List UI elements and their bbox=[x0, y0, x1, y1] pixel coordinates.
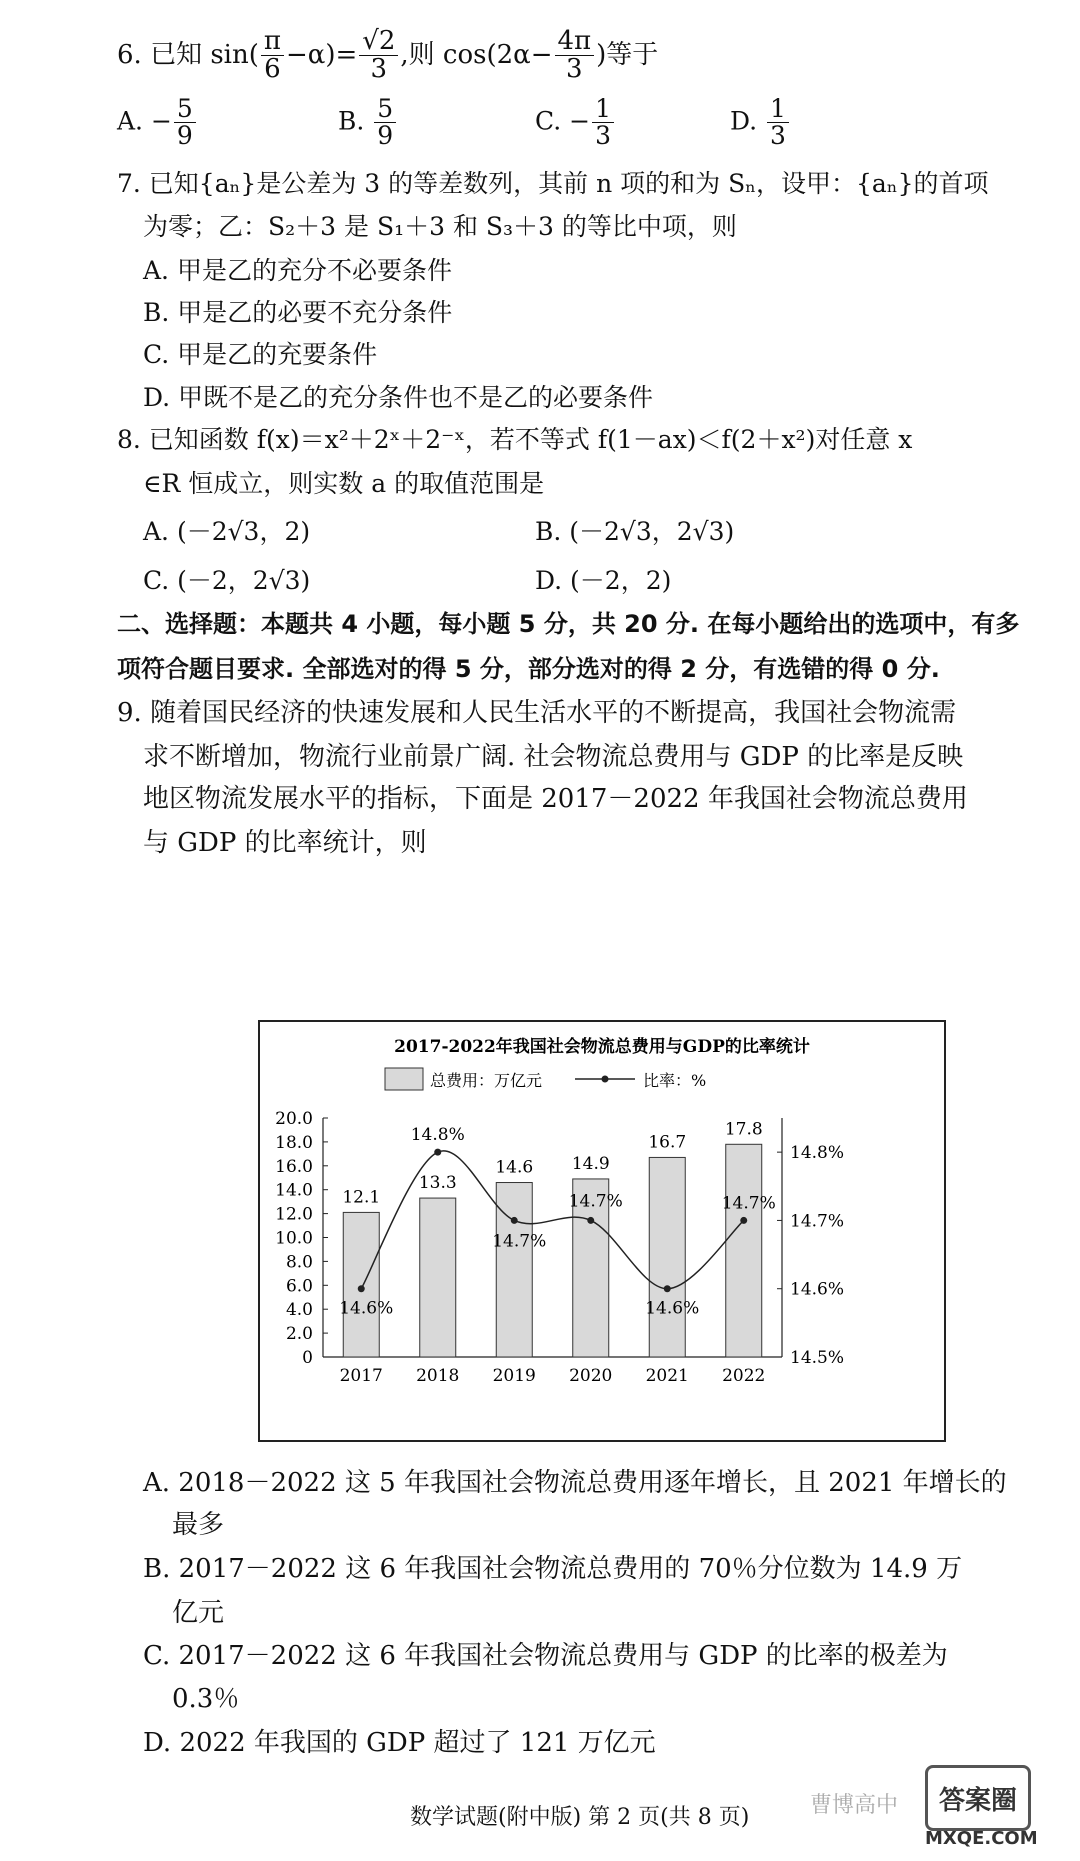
y-left-tick-label: 12.0 bbox=[275, 1204, 313, 1225]
q8-option-d: D. (－2，2) bbox=[535, 566, 672, 595]
page-footer: 数学试题(附中版) 第 2 页(共 8 页) bbox=[410, 1805, 750, 1830]
ratio-label: 14.6% bbox=[645, 1298, 700, 1319]
ratio-point bbox=[511, 1217, 518, 1224]
section2-line1: 二、选择题：本题共 4 小题，每小题 5 分，共 20 分. 在每小题给出的选项中，有多 bbox=[117, 610, 1020, 638]
ratio-label: 14.8% bbox=[410, 1125, 465, 1146]
q9-line2: 求不断增加，物流行业前景广阔. 社会物流总费用与 GDP 的比率是反映 bbox=[143, 742, 964, 772]
q8-line1: 8. 已知函数 f(x)＝x²＋2ˣ＋2⁻ˣ，若不等式 f(1－ax)＜f(2＋x²)对任意 x bbox=[117, 425, 913, 454]
q9-option-b-cont: 亿元 bbox=[172, 1598, 225, 1628]
watermark-logo: 答案圈 bbox=[925, 1765, 1031, 1831]
q9-option-b: B. 2017－2022 这 6 年我国社会物流总费用的 70％分位数为 14.9 万 bbox=[143, 1554, 963, 1584]
x-tick-label: 2020 bbox=[569, 1366, 613, 1386]
y-right-tick-label: 14.6% bbox=[790, 1279, 845, 1300]
legend-line-marker bbox=[602, 1076, 609, 1083]
q9-option-d: D. 2022 年我国的 GDP 超过了 121 万亿元 bbox=[143, 1728, 656, 1758]
section2-line2: 项符合题目要求. 全部选对的得 5 分，部分选对的得 2 分，有选错的得 0 分. bbox=[117, 655, 940, 683]
q7-line2: 为零；乙：S₂＋3 是 S₁＋3 和 S₃＋3 的等比中项，则 bbox=[143, 212, 737, 241]
y-left-tick-label: 0 bbox=[302, 1348, 313, 1368]
q8-option-b: B. (－2√3，2√3) bbox=[535, 517, 735, 546]
y-right-tick-label: 14.8% bbox=[790, 1143, 845, 1164]
q9-option-c: C. 2017－2022 这 6 年我国社会物流总费用与 GDP 的比率的极差为 bbox=[143, 1641, 948, 1671]
bar bbox=[726, 1144, 762, 1357]
q7-line1: 7. 已知{aₙ}是公差为 3 的等差数列，其前 n 项的和为 Sₙ，设甲：{aₙ}的首项 bbox=[117, 169, 989, 198]
y-left-tick-label: 8.0 bbox=[285, 1252, 313, 1273]
y-left-tick-label: 20.0 bbox=[275, 1109, 313, 1129]
legend-bar-label: 总费用：万亿元 bbox=[430, 1071, 543, 1090]
ratio-label: 14.7% bbox=[492, 1231, 547, 1252]
y-left-tick-label: 6.0 bbox=[285, 1276, 313, 1297]
y-left-tick-label: 2.0 bbox=[285, 1324, 313, 1345]
logistics-chart bbox=[260, 1022, 944, 1440]
x-tick-label: 2017 bbox=[339, 1366, 383, 1386]
bar-value-label: 14.9 bbox=[571, 1153, 610, 1174]
x-tick-label: 2022 bbox=[722, 1366, 766, 1386]
ratio-point bbox=[434, 1149, 441, 1156]
x-tick-label: 2018 bbox=[416, 1366, 460, 1386]
bar-value-label: 12.1 bbox=[342, 1187, 381, 1208]
ratio-label: 14.7% bbox=[568, 1191, 623, 1212]
q8-option-a: A. (－2√3，2) bbox=[143, 517, 311, 546]
q7-option-c: C. 甲是乙的充要条件 bbox=[143, 340, 378, 369]
bar-value-label: 13.3 bbox=[418, 1173, 457, 1194]
q7-option-a: A. 甲是乙的充分不必要条件 bbox=[143, 256, 452, 285]
y-right-tick-label: 14.7% bbox=[790, 1211, 845, 1232]
ratio-label: 14.7% bbox=[721, 1193, 776, 1214]
watermark-text: 曹博高中 bbox=[810, 1793, 899, 1818]
y-left-tick-label: 14.0 bbox=[275, 1180, 313, 1201]
bar bbox=[420, 1198, 456, 1357]
q9-option-a-cont: 最多 bbox=[172, 1510, 225, 1540]
q6-option-d: D. $\frac{1}{3}$ bbox=[730, 96, 791, 150]
bar-value-label: 14.6 bbox=[495, 1157, 534, 1178]
q8-option-c: C. (－2，2√3) bbox=[143, 566, 311, 595]
ratio-point bbox=[664, 1285, 671, 1292]
legend-bar-swatch bbox=[385, 1068, 423, 1090]
q9-line4: 与 GDP 的比率统计，则 bbox=[143, 828, 427, 858]
ratio-label: 14.6% bbox=[339, 1298, 394, 1319]
bar-value-label: 16.7 bbox=[648, 1132, 687, 1153]
q9-option-c-cont: 0.3％ bbox=[172, 1684, 240, 1714]
q6-option-b: B. $\frac{5}{9}$ bbox=[338, 96, 398, 150]
ratio-point bbox=[358, 1285, 365, 1292]
bar bbox=[649, 1157, 685, 1357]
legend-line-label: 比率：% bbox=[643, 1071, 707, 1090]
q9-line1: 9. 随着国民经济的快速发展和人民生活水平的不断提高，我国社会物流需 bbox=[117, 698, 957, 728]
y-left-tick-label: 4.0 bbox=[285, 1300, 313, 1321]
y-left-tick-label: 10.0 bbox=[275, 1228, 313, 1249]
y-left-tick-label: 18.0 bbox=[275, 1132, 313, 1153]
ratio-point bbox=[587, 1217, 594, 1224]
y-right-tick-label: 14.5% bbox=[790, 1348, 845, 1368]
watermark-site: MXQE.COM bbox=[925, 1828, 1038, 1849]
y-left-tick-label: 16.0 bbox=[275, 1156, 313, 1177]
q7-option-d: D. 甲既不是乙的充分条件也不是乙的必要条件 bbox=[143, 383, 654, 412]
bar-value-label: 17.8 bbox=[724, 1119, 763, 1140]
q9-option-a: A. 2018－2022 这 5 年我国社会物流总费用逐年增长，且 2021 年增长的 bbox=[143, 1468, 1007, 1498]
chart-frame bbox=[258, 1020, 946, 1442]
bar bbox=[496, 1183, 532, 1357]
ratio-point bbox=[740, 1217, 747, 1224]
q8-line2: ∈R 恒成立，则实数 a 的取值范围是 bbox=[143, 469, 545, 498]
chart-title: 2017-2022年我国社会物流总费用与GDP的比率统计 bbox=[394, 1037, 810, 1057]
ratio-line bbox=[361, 1151, 744, 1289]
q6-option-c: C. − $\frac{1}{3}$ bbox=[535, 96, 616, 150]
q6-option-a: A. − $\frac{5}{9}$ bbox=[117, 96, 198, 150]
q7-option-b: B. 甲是乙的必要不充分条件 bbox=[143, 298, 453, 327]
x-tick-label: 2021 bbox=[645, 1366, 689, 1386]
q9-line3: 地区物流发展水平的指标，下面是 2017－2022 年我国社会物流总费用 bbox=[143, 784, 968, 814]
q6-stem: 6. 已知 sin( $\frac{\pi}{6}$ −α)= $\frac{√2}{3}$ ,则 cos(2α− $\frac{4\pi}{3}$ )等于 bbox=[117, 26, 659, 85]
x-tick-label: 2019 bbox=[492, 1366, 536, 1386]
bar bbox=[343, 1212, 379, 1357]
